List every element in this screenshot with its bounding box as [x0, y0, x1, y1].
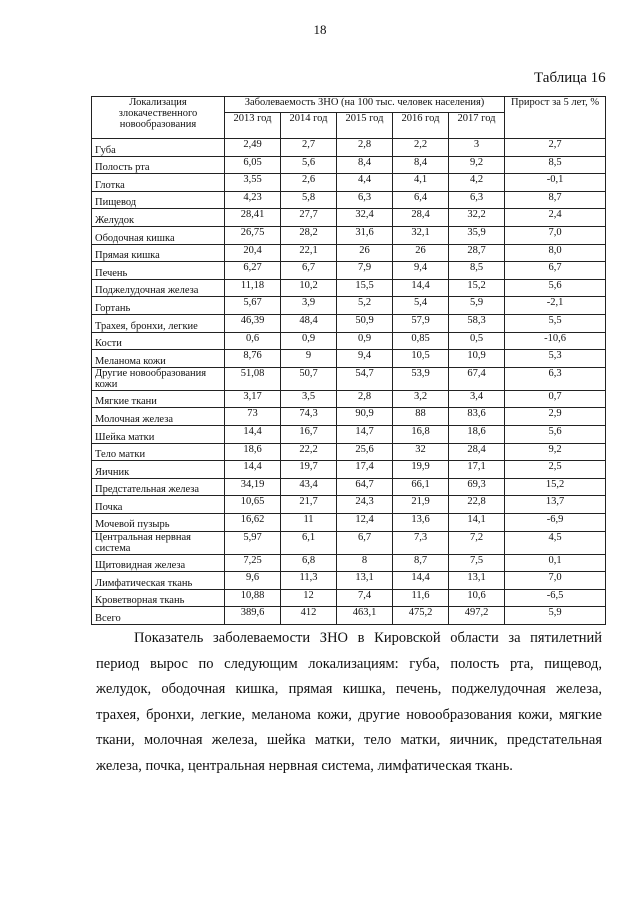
cell-growth: -0,1: [505, 174, 606, 192]
cell-incidence: 2,49: [225, 139, 281, 157]
cell-incidence: 14,1: [449, 513, 505, 531]
cell-growth: 2,7: [505, 139, 606, 157]
cell-incidence: 13,1: [337, 572, 393, 590]
cell-incidence: 2,8: [337, 139, 393, 157]
cell-incidence: 14,4: [225, 461, 281, 479]
header-location: Локализация злокачественного новообразования: [92, 97, 225, 139]
cell-incidence: 32,2: [449, 209, 505, 227]
row-location: Всего: [92, 607, 225, 625]
row-location: Желудок: [92, 209, 225, 227]
cell-incidence: 0,85: [393, 332, 449, 350]
cell-incidence: 9,4: [393, 262, 449, 280]
table-row: [92, 191, 606, 209]
table-row: [92, 531, 606, 554]
cell-incidence: 15,2: [449, 279, 505, 297]
cell-growth: 5,5: [505, 314, 606, 332]
cell-incidence: 9,6: [225, 572, 281, 590]
row-location: Шейка матки: [92, 425, 225, 443]
row-location: Мягкие ткани: [92, 390, 225, 408]
cell-incidence: 3: [449, 139, 505, 157]
cell-incidence: 12: [281, 589, 337, 607]
row-location: Предстательная железа: [92, 478, 225, 496]
header-year: 2016 год: [393, 113, 449, 139]
cell-incidence: 3,4: [449, 390, 505, 408]
row-location: Щитовидная железа: [92, 554, 225, 572]
cell-incidence: 16,8: [393, 425, 449, 443]
cell-incidence: 67,4: [449, 367, 505, 390]
cell-incidence: 2,7: [281, 139, 337, 157]
cell-incidence: 10,88: [225, 589, 281, 607]
table-row: [92, 607, 606, 625]
cell-incidence: 14,4: [393, 279, 449, 297]
table-row: [92, 297, 606, 315]
cell-incidence: 14,4: [393, 572, 449, 590]
cell-incidence: 16,7: [281, 425, 337, 443]
cell-incidence: 10,2: [281, 279, 337, 297]
cell-incidence: 58,3: [449, 314, 505, 332]
cell-incidence: 53,9: [393, 367, 449, 390]
cell-incidence: 8,4: [337, 156, 393, 174]
cell-incidence: 21,9: [393, 496, 449, 514]
cell-incidence: 26,75: [225, 226, 281, 244]
cell-incidence: 2,2: [393, 139, 449, 157]
cell-incidence: 83,6: [449, 408, 505, 426]
row-location: Молочная железа: [92, 408, 225, 426]
cell-incidence: 4,1: [393, 174, 449, 192]
cell-incidence: 43,4: [281, 478, 337, 496]
cell-growth: -6,5: [505, 589, 606, 607]
cell-incidence: 28,4: [449, 443, 505, 461]
cell-incidence: 74,3: [281, 408, 337, 426]
cell-incidence: 12,4: [337, 513, 393, 531]
cell-incidence: 46,39: [225, 314, 281, 332]
cell-incidence: 21,7: [281, 496, 337, 514]
cell-incidence: 10,6: [449, 589, 505, 607]
table-row: [92, 589, 606, 607]
cell-growth: 4,5: [505, 531, 606, 554]
cell-incidence: 48,4: [281, 314, 337, 332]
cell-growth: 5,6: [505, 425, 606, 443]
cell-incidence: 26: [337, 244, 393, 262]
cell-incidence: 497,2: [449, 607, 505, 625]
table-row: [92, 513, 606, 531]
cell-incidence: 10,9: [449, 350, 505, 368]
cell-incidence: 25,6: [337, 443, 393, 461]
cell-incidence: 18,6: [225, 443, 281, 461]
cell-incidence: 7,2: [449, 531, 505, 554]
cell-incidence: 6,8: [281, 554, 337, 572]
cell-incidence: 9: [281, 350, 337, 368]
table-row: [92, 209, 606, 227]
cell-growth: 2,4: [505, 209, 606, 227]
cell-incidence: 20,4: [225, 244, 281, 262]
cell-incidence: 5,8: [281, 191, 337, 209]
cell-incidence: 64,7: [337, 478, 393, 496]
cell-incidence: 0,5: [449, 332, 505, 350]
cell-incidence: 50,9: [337, 314, 393, 332]
header-year: 2015 год: [337, 113, 393, 139]
cell-incidence: 389,6: [225, 607, 281, 625]
cell-growth: 2,9: [505, 408, 606, 426]
cell-incidence: 6,4: [393, 191, 449, 209]
cell-incidence: 3,17: [225, 390, 281, 408]
cell-incidence: 17,4: [337, 461, 393, 479]
cell-incidence: 69,3: [449, 478, 505, 496]
header-growth: Прирост за 5 лет, %: [505, 97, 606, 139]
cell-incidence: 10,5: [393, 350, 449, 368]
cell-incidence: 8: [337, 554, 393, 572]
cell-incidence: 3,55: [225, 174, 281, 192]
cell-incidence: 8,4: [393, 156, 449, 174]
cell-growth: 5,9: [505, 607, 606, 625]
cell-incidence: 4,4: [337, 174, 393, 192]
cell-incidence: 7,3: [393, 531, 449, 554]
cell-incidence: 28,41: [225, 209, 281, 227]
cell-incidence: 15,5: [337, 279, 393, 297]
cell-growth: 0,1: [505, 554, 606, 572]
table-row: [92, 350, 606, 368]
cell-growth: 9,2: [505, 443, 606, 461]
table-row: [92, 279, 606, 297]
cell-growth: -10,6: [505, 332, 606, 350]
cell-growth: 2,5: [505, 461, 606, 479]
cell-incidence: 7,9: [337, 262, 393, 280]
cell-incidence: 7,4: [337, 589, 393, 607]
cell-incidence: 31,6: [337, 226, 393, 244]
cell-incidence: 4,23: [225, 191, 281, 209]
cell-incidence: 5,97: [225, 531, 281, 554]
row-location: Губа: [92, 139, 225, 157]
cell-growth: 8,0: [505, 244, 606, 262]
cell-incidence: 28,4: [393, 209, 449, 227]
cell-incidence: 11,6: [393, 589, 449, 607]
cell-incidence: 0,6: [225, 332, 281, 350]
cell-incidence: 0,9: [281, 332, 337, 350]
cell-incidence: 475,2: [393, 607, 449, 625]
row-location: Печень: [92, 262, 225, 280]
row-location: Другие новообразования кожи: [92, 367, 225, 390]
cell-incidence: 54,7: [337, 367, 393, 390]
cell-growth: 13,7: [505, 496, 606, 514]
cell-incidence: 0,9: [337, 332, 393, 350]
cell-incidence: 6,7: [281, 262, 337, 280]
row-location: Кроветворная ткань: [92, 589, 225, 607]
cell-incidence: 57,9: [393, 314, 449, 332]
table-row: [92, 332, 606, 350]
cell-incidence: 5,67: [225, 297, 281, 315]
cell-growth: 5,3: [505, 350, 606, 368]
table-row: [92, 461, 606, 479]
header-year: 2017 год: [449, 113, 505, 139]
cell-incidence: 17,1: [449, 461, 505, 479]
cell-incidence: 18,6: [449, 425, 505, 443]
cell-incidence: 66,1: [393, 478, 449, 496]
cell-incidence: 88: [393, 408, 449, 426]
row-location: Мочевой пузырь: [92, 513, 225, 531]
table-row: [92, 139, 606, 157]
table-row: [92, 443, 606, 461]
cell-incidence: 34,19: [225, 478, 281, 496]
cell-incidence: 11,3: [281, 572, 337, 590]
cell-incidence: 6,27: [225, 262, 281, 280]
cell-incidence: 4,2: [449, 174, 505, 192]
table-row: [92, 244, 606, 262]
table-row: [92, 554, 606, 572]
cell-growth: 0,7: [505, 390, 606, 408]
cell-incidence: 5,2: [337, 297, 393, 315]
cell-incidence: 32,4: [337, 209, 393, 227]
table-row: [92, 314, 606, 332]
row-location: Глотка: [92, 174, 225, 192]
cell-incidence: 463,1: [337, 607, 393, 625]
table-caption: Таблица 16: [534, 70, 606, 86]
cell-incidence: 14,7: [337, 425, 393, 443]
cell-incidence: 9,2: [449, 156, 505, 174]
cell-incidence: 6,05: [225, 156, 281, 174]
cell-incidence: 22,1: [281, 244, 337, 262]
table-row: [92, 496, 606, 514]
table-row: [92, 425, 606, 443]
cell-incidence: 14,4: [225, 425, 281, 443]
cell-incidence: 412: [281, 607, 337, 625]
cell-incidence: 24,3: [337, 496, 393, 514]
cell-incidence: 8,5: [449, 262, 505, 280]
row-location: Трахея, бронхи, легкие: [92, 314, 225, 332]
cell-incidence: 6,3: [337, 191, 393, 209]
row-location: Яичник: [92, 461, 225, 479]
table-row: [92, 156, 606, 174]
cell-incidence: 13,6: [393, 513, 449, 531]
cell-growth: -6,9: [505, 513, 606, 531]
cell-incidence: 2,6: [281, 174, 337, 192]
cell-incidence: 16,62: [225, 513, 281, 531]
cell-incidence: 10,65: [225, 496, 281, 514]
cell-incidence: 11,18: [225, 279, 281, 297]
row-location: Меланома кожи: [92, 350, 225, 368]
table-row: [92, 367, 606, 390]
header-year: 2013 год: [225, 113, 281, 139]
row-location: Тело матки: [92, 443, 225, 461]
cell-incidence: 8,7: [393, 554, 449, 572]
cell-growth: -2,1: [505, 297, 606, 315]
cell-incidence: 6,3: [449, 191, 505, 209]
row-location: Полость рта: [92, 156, 225, 174]
cell-growth: 5,6: [505, 279, 606, 297]
row-location: Поджелудочная железа: [92, 279, 225, 297]
row-location: Пищевод: [92, 191, 225, 209]
table-row: [92, 226, 606, 244]
cell-incidence: 32: [393, 443, 449, 461]
table-body: [92, 139, 606, 625]
row-location: Центральная нервная система: [92, 531, 225, 554]
table-row: [92, 390, 606, 408]
table-row: [92, 572, 606, 590]
cell-incidence: 9,4: [337, 350, 393, 368]
row-location: Прямая кишка: [92, 244, 225, 262]
body-paragraph: Показатель заболеваемости ЗНО в Кировской области за пятилетний период вырос по следующим локализациям: губа, полость рта, пищевод, желудок, ободочная кишка, прямая кишка, печень, поджелудочная железа, трахея, бронхи, легкие, меланома кожи, другие новообразования кожи, мягкие ткани, молочная железа, шейка матки, тело матки, яичник, предстательная железа, почка, центральная нервная система, лимфатическая ткань.: [96, 630, 602, 774]
cell-incidence: 7,25: [225, 554, 281, 572]
cell-incidence: 3,2: [393, 390, 449, 408]
header-year: 2014 год: [281, 113, 337, 139]
row-location: Ободочная кишка: [92, 226, 225, 244]
cell-incidence: 22,2: [281, 443, 337, 461]
cell-incidence: 13,1: [449, 572, 505, 590]
cell-incidence: 50,7: [281, 367, 337, 390]
cell-incidence: 51,08: [225, 367, 281, 390]
cell-incidence: 90,9: [337, 408, 393, 426]
cell-growth: 6,7: [505, 262, 606, 280]
cell-incidence: 27,7: [281, 209, 337, 227]
cell-incidence: 3,5: [281, 390, 337, 408]
cell-incidence: 5,6: [281, 156, 337, 174]
table-row: [92, 174, 606, 192]
row-location: Почка: [92, 496, 225, 514]
cell-incidence: 32,1: [393, 226, 449, 244]
cell-incidence: 3,9: [281, 297, 337, 315]
table-row: [92, 408, 606, 426]
cell-incidence: 19,7: [281, 461, 337, 479]
row-location: Гортань: [92, 297, 225, 315]
page-number: 18: [313, 22, 327, 37]
cell-growth: 15,2: [505, 478, 606, 496]
cell-growth: 6,3: [505, 367, 606, 390]
cell-incidence: 19,9: [393, 461, 449, 479]
incidence-table: [91, 96, 606, 625]
cell-growth: 8,5: [505, 156, 606, 174]
cell-incidence: 73: [225, 408, 281, 426]
cell-incidence: 5,9: [449, 297, 505, 315]
table-row: [92, 478, 606, 496]
cell-incidence: 28,7: [449, 244, 505, 262]
cell-incidence: 28,2: [281, 226, 337, 244]
cell-incidence: 22,8: [449, 496, 505, 514]
cell-incidence: 11: [281, 513, 337, 531]
cell-incidence: 5,4: [393, 297, 449, 315]
cell-incidence: 6,7: [337, 531, 393, 554]
row-location: Лимфатическая ткань: [92, 572, 225, 590]
cell-growth: 8,7: [505, 191, 606, 209]
row-location: Кости: [92, 332, 225, 350]
cell-growth: 7,0: [505, 572, 606, 590]
header-incidence: Заболеваемость ЗНО (на 100 тыс. человек населения): [225, 97, 505, 113]
cell-growth: 7,0: [505, 226, 606, 244]
cell-incidence: 7,5: [449, 554, 505, 572]
cell-incidence: 2,8: [337, 390, 393, 408]
cell-incidence: 6,1: [281, 531, 337, 554]
table-row: [92, 262, 606, 280]
cell-incidence: 35,9: [449, 226, 505, 244]
cell-incidence: 26: [393, 244, 449, 262]
cell-incidence: 8,76: [225, 350, 281, 368]
